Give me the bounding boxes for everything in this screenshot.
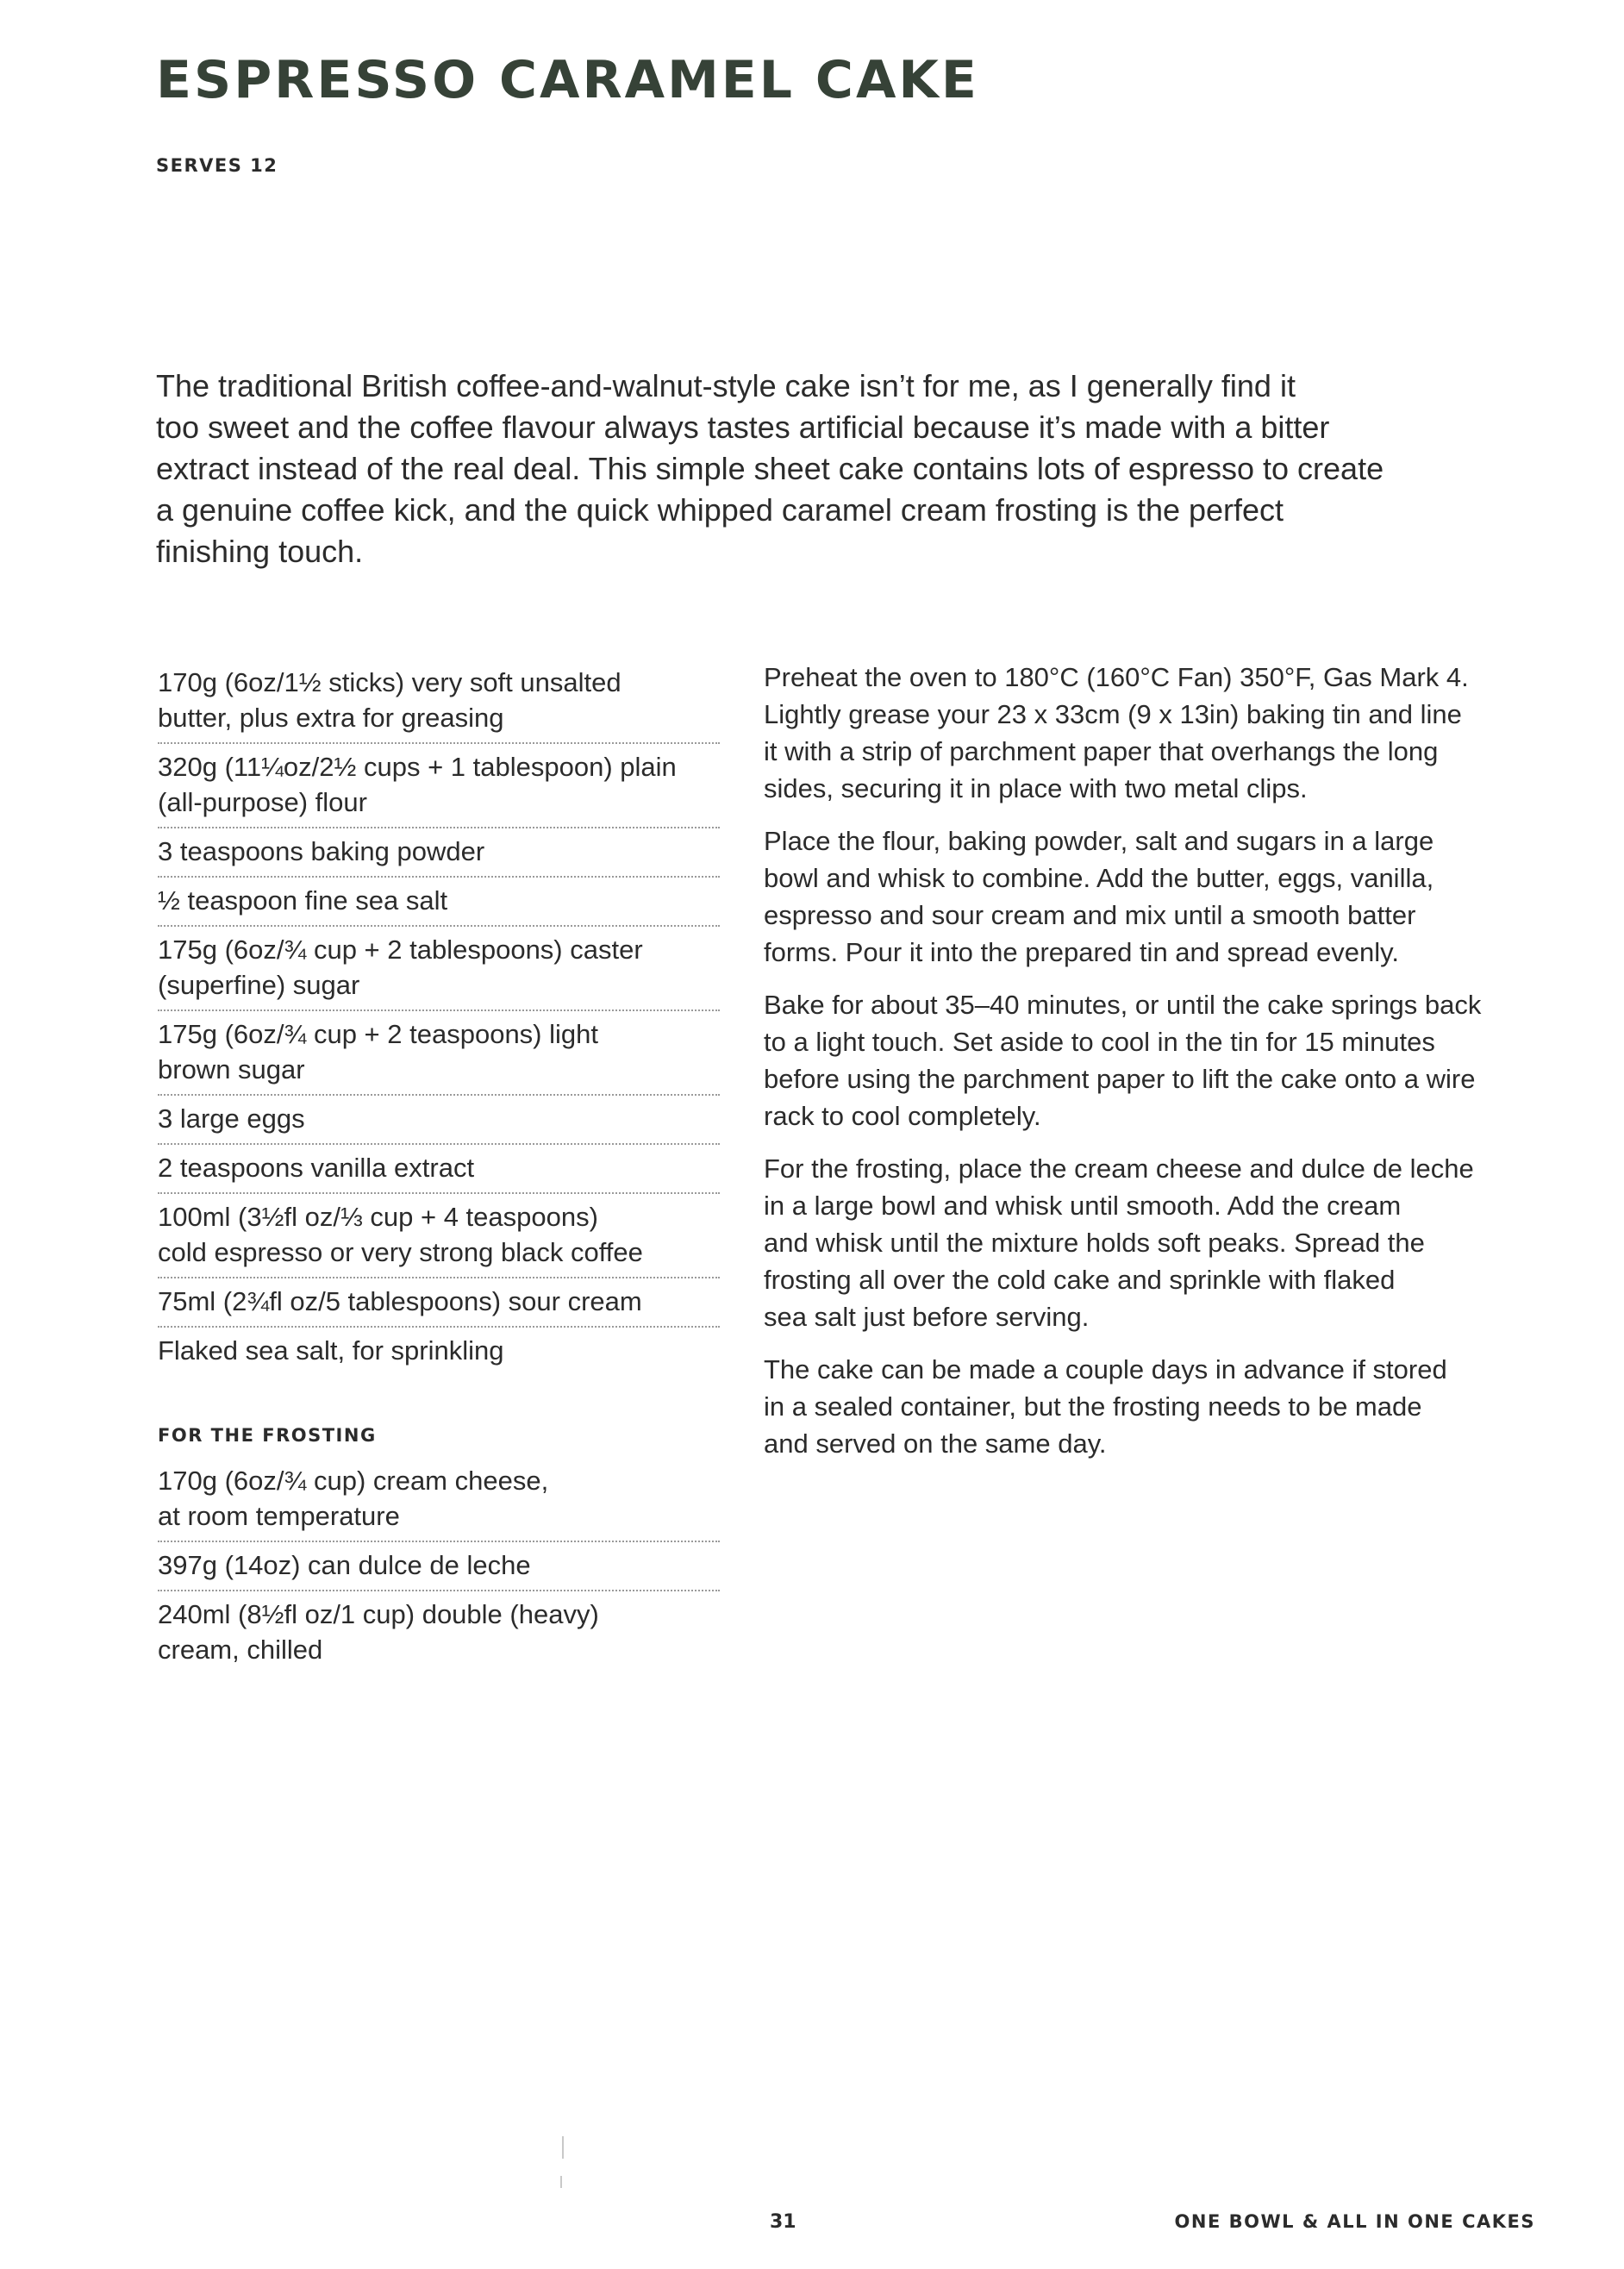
ingredient-line: 2 teaspoons vanilla extract — [158, 1153, 475, 1183]
ingredient-line: 3 large eggs — [158, 1103, 305, 1134]
ingredient-line: (all-purpose) flour — [158, 787, 367, 817]
frosting-ingredient-item — [158, 1458, 720, 1542]
method-line: The cake can be made a couple days in advance if stored — [764, 1354, 1447, 1385]
ingredient-item — [158, 1328, 720, 1375]
ingredient-line: 397g (14oz) can dulce de leche — [158, 1550, 531, 1580]
intro-line: extract instead of the real deal. This simple sheet cake contains lots of espresso to create — [156, 451, 1384, 486]
frosting-ingredient-list — [158, 1458, 720, 1674]
method-line: rack to cool completely. — [764, 1101, 1041, 1131]
ingredient-item — [158, 878, 720, 927]
method-step — [764, 986, 1540, 1134]
recipe-intro — [156, 366, 1535, 572]
ingredient-item — [158, 1145, 720, 1194]
ingredient-item — [158, 1011, 720, 1096]
frosting-heading: FOR THE FROSTING — [158, 1425, 377, 1446]
method-line: For the frosting, place the cream cheese and dulce de leche — [764, 1153, 1474, 1184]
ingredient-line: 170g (6oz/¾ cup) cream cheese, — [158, 1466, 549, 1496]
ingredient-line: (superfine) sugar — [158, 970, 360, 1000]
ingredient-line: 100ml (3½fl oz/⅓ cup + 4 teaspoons) — [158, 1202, 598, 1232]
method-line: frosting all over the cold cake and sprinkle with flaked — [764, 1265, 1396, 1295]
ingredient-line: cream, chilled — [158, 1635, 323, 1665]
method-line: Place the flour, baking powder, salt and sugars in a large — [764, 826, 1434, 856]
ingredient-item — [158, 927, 720, 1011]
ingredient-line: at room temperature — [158, 1501, 400, 1531]
running-footer: ONE BOWL & ALL IN ONE CAKES — [1174, 2211, 1535, 2232]
intro-line: finishing touch. — [156, 534, 364, 569]
method-line: Preheat the oven to 180°C (160°C Fan) 350°F, Gas Mark 4. — [764, 662, 1469, 692]
ingredient-line: butter, plus extra for greasing — [158, 703, 504, 733]
ingredient-line: 170g (6oz/1½ sticks) very soft unsalted — [158, 667, 621, 697]
ingredient-item — [158, 659, 720, 744]
frosting-ingredient-item — [158, 1591, 720, 1674]
method-step — [764, 1150, 1540, 1335]
method-line: in a large bowl and whisk until smooth. Add the cream — [764, 1191, 1402, 1221]
ingredient-line: ½ teaspoon fine sea salt — [158, 885, 448, 916]
ingredients-column — [158, 659, 720, 1674]
ingredient-line: 175g (6oz/¾ cup + 2 tablespoons) caster — [158, 934, 643, 965]
ingredient-list — [158, 659, 720, 1375]
recipe-title: ESPRESSO CARAMEL CAKE — [156, 50, 979, 110]
method-step — [764, 1351, 1540, 1462]
method-line: before using the parchment paper to lift the cake onto a wire — [764, 1064, 1476, 1094]
frosting-ingredient-item — [158, 1542, 720, 1591]
method-step — [764, 659, 1540, 807]
ingredient-item — [158, 744, 720, 828]
method-step — [764, 822, 1540, 971]
ingredient-line: 320g (11¼oz/2½ cups + 1 tablespoon) plain — [158, 752, 677, 782]
ingredient-line: 75ml (2¾fl oz/5 tablespoons) sour cream — [158, 1286, 642, 1316]
method-line: to a light touch. Set aside to cool in the tin for 15 minutes — [764, 1027, 1435, 1057]
scan-mark — [562, 2136, 564, 2159]
method-line: espresso and sour cream and mix until a smooth batter — [764, 900, 1416, 930]
intro-line: too sweet and the coffee flavour always tastes artificial because it’s made with a bitter — [156, 409, 1330, 445]
method-line: Bake for about 35–40 minutes, or until the cake springs back — [764, 990, 1482, 1020]
scan-mark — [560, 2176, 562, 2188]
ingredient-line: brown sugar — [158, 1054, 305, 1084]
ingredient-item — [158, 1278, 720, 1328]
method-line: sea salt just before serving. — [764, 1302, 1090, 1332]
ingredient-line: 240ml (8½fl oz/1 cup) double (heavy) — [158, 1599, 599, 1629]
page-number: 31 — [770, 2211, 796, 2233]
method-line: it with a strip of parchment paper that overhangs the long — [764, 736, 1439, 766]
ingredient-item — [158, 828, 720, 878]
method-line: and whisk until the mixture holds soft peaks. Spread the — [764, 1228, 1425, 1258]
method-line: Lightly grease your 23 x 33cm (9 x 13in) baking tin and line — [764, 699, 1462, 729]
serves-label: SERVES 12 — [156, 155, 278, 176]
intro-line: a genuine coffee kick, and the quick whipped caramel cream frosting is the perfect — [156, 492, 1284, 528]
method-line: bowl and whisk to combine. Add the butter, eggs, vanilla, — [764, 863, 1434, 893]
method-line: forms. Pour it into the prepared tin and spread evenly. — [764, 937, 1399, 967]
method-line: in a sealed container, but the frosting needs to be made — [764, 1391, 1422, 1422]
ingredient-line: 3 teaspoons baking powder — [158, 836, 485, 866]
method-line: and served on the same day. — [764, 1428, 1107, 1459]
ingredient-item — [158, 1096, 720, 1145]
intro-line: The traditional British coffee-and-walnut-style cake isn’t for me, as I generally find it — [156, 368, 1296, 403]
ingredient-line: 175g (6oz/¾ cup + 2 teaspoons) light — [158, 1019, 598, 1049]
method-line: sides, securing it in place with two metal clips. — [764, 773, 1308, 803]
ingredient-line: cold espresso or very strong black coffee — [158, 1237, 643, 1267]
ingredient-item — [158, 1194, 720, 1278]
ingredient-line: Flaked sea salt, for sprinkling — [158, 1335, 504, 1366]
method-column — [764, 659, 1540, 1478]
